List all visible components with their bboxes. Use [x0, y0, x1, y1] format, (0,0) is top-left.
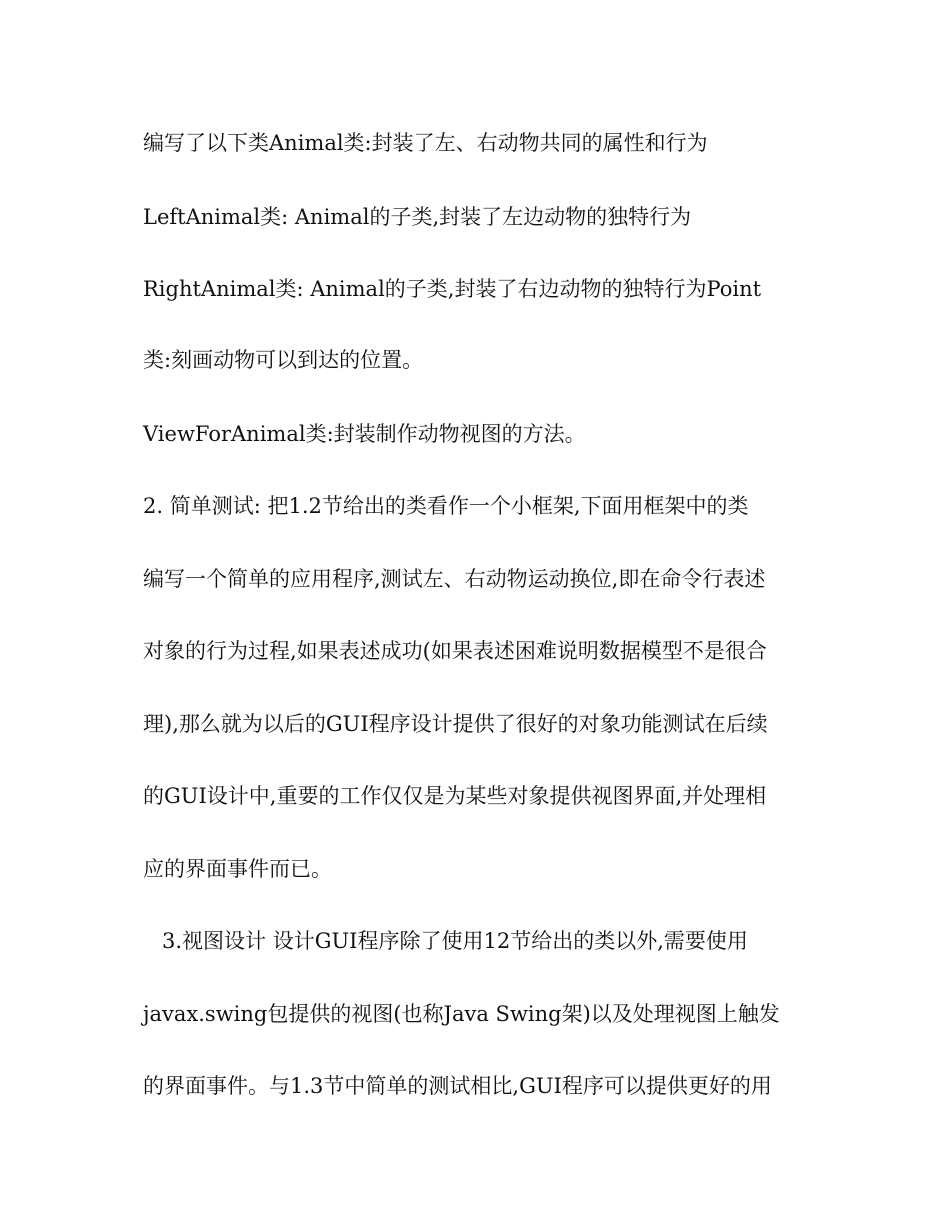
- text-line-9: 理),那么就为以后的GUI程序设计提供了很好的对象功能测试在后续: [143, 712, 768, 736]
- text-line-4: 类:刻画动物可以到达的位置。: [143, 348, 424, 372]
- text-line-2: LeftAnimal类: Animal的子类,封装了左边动物的独特行为: [143, 205, 692, 229]
- text-line-13: javax.swing包提供的视图(也称Java Swing架)以及处理视图上触发: [143, 1002, 780, 1026]
- text-line-8: 对象的行为过程,如果表述成功(如果表述困难说明数据模型不是很合: [143, 639, 767, 663]
- text-line-7: 编写一个简单的应用程序,测试左、右动物运动换位,即在命令行表述: [143, 567, 766, 591]
- text-line-5: ViewForAnimal类:封装制作动物视图的方法。: [143, 422, 586, 446]
- text-line-12: 3.视图设计 设计GUI程序除了使用12节给出的类以外,需要使用: [162, 929, 748, 953]
- text-line-14: 的界面事件。与1.3节中简单的测试相比,GUI程序可以提供更好的用: [143, 1074, 772, 1098]
- text-line-3: RightAnimal类: Animal的子类,封装了右边动物的独特行为Point: [143, 277, 762, 301]
- text-line-6: 2. 简单测试: 把1.2节给出的类看作一个小框架,下面用框架中的类: [143, 494, 749, 518]
- text-line-1: 编写了以下类Animal类:封装了左、右动物共同的属性和行为: [143, 131, 708, 155]
- text-line-11: 应的界面事件而已。: [143, 857, 332, 881]
- text-line-10: 的GUI设计中,重要的工作仅仅是为某些对象提供视图界面,并处理相: [143, 784, 767, 808]
